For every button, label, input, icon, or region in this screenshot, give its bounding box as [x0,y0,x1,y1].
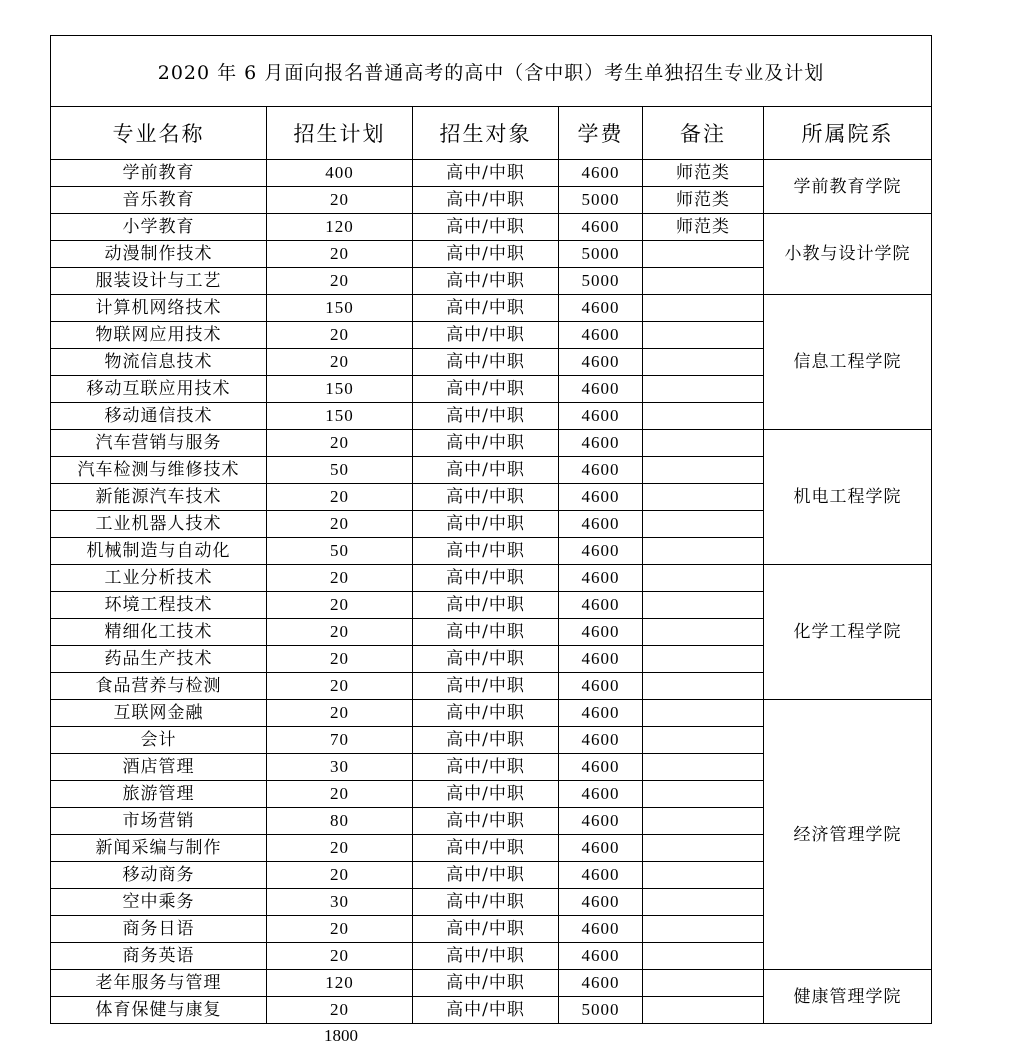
plan-cell: 20 [267,646,413,673]
target-cell: 高中/中职 [413,295,559,322]
target-cell: 高中/中职 [413,808,559,835]
fee-cell: 4600 [559,457,643,484]
major-cell: 机械制造与自动化 [51,538,267,565]
major-cell: 小学教育 [51,214,267,241]
fee-cell: 5000 [559,187,643,214]
target-cell: 高中/中职 [413,889,559,916]
major-cell: 酒店管理 [51,754,267,781]
target-cell: 高中/中职 [413,754,559,781]
major-cell: 食品营养与检测 [51,673,267,700]
title-row [51,36,932,107]
major-cell: 服装设计与工艺 [51,268,267,295]
fee-cell: 4600 [559,916,643,943]
target-cell: 高中/中职 [413,160,559,187]
major-cell: 移动商务 [51,862,267,889]
target-cell: 高中/中职 [413,862,559,889]
plan-cell: 20 [267,430,413,457]
major-cell: 旅游管理 [51,781,267,808]
fee-cell: 4600 [559,673,643,700]
fee-cell: 4600 [559,160,643,187]
header-plan: 招生计划 [267,107,413,160]
plan-cell: 20 [267,241,413,268]
note-cell [643,268,764,295]
target-cell: 高中/中职 [413,727,559,754]
plan-cell: 20 [267,322,413,349]
major-cell: 移动通信技术 [51,403,267,430]
note-cell [643,781,764,808]
table-row [51,430,932,457]
target-cell: 高中/中职 [413,511,559,538]
header-row [51,107,932,160]
note-cell [643,727,764,754]
note-cell [643,862,764,889]
plan-cell: 20 [267,592,413,619]
admission-plan-table [50,35,932,1024]
department-cell: 小教与设计学院 [764,214,932,295]
header-note: 备注 [643,107,764,160]
major-cell: 新闻采编与制作 [51,835,267,862]
fee-cell: 5000 [559,268,643,295]
target-cell: 高中/中职 [413,241,559,268]
plan-cell: 20 [267,700,413,727]
note-cell: 师范类 [643,214,764,241]
target-cell: 高中/中职 [413,646,559,673]
target-cell: 高中/中职 [413,781,559,808]
note-cell [643,565,764,592]
fee-cell: 4600 [559,619,643,646]
fee-cell: 4600 [559,592,643,619]
fee-cell: 4600 [559,430,643,457]
fee-cell: 4600 [559,349,643,376]
major-cell: 市场营销 [51,808,267,835]
fee-cell: 4600 [559,781,643,808]
target-cell: 高中/中职 [413,484,559,511]
plan-cell: 20 [267,781,413,808]
target-cell: 高中/中职 [413,268,559,295]
department-cell: 机电工程学院 [764,430,932,565]
target-cell: 高中/中职 [413,214,559,241]
plan-cell: 20 [267,484,413,511]
header-target: 招生对象 [413,107,559,160]
major-cell: 汽车营销与服务 [51,430,267,457]
plan-cell: 20 [267,997,413,1024]
major-cell: 汽车检测与维修技术 [51,457,267,484]
fee-cell: 4600 [559,943,643,970]
note-cell: 师范类 [643,160,764,187]
note-cell [643,484,764,511]
note-cell [643,403,764,430]
fee-cell: 4600 [559,511,643,538]
major-cell: 互联网金融 [51,700,267,727]
major-cell: 移动互联应用技术 [51,376,267,403]
plan-cell: 70 [267,727,413,754]
header-fee: 学费 [559,107,643,160]
note-cell [643,754,764,781]
department-cell: 健康管理学院 [764,970,932,1024]
major-cell: 工业机器人技术 [51,511,267,538]
plan-cell: 120 [267,214,413,241]
note-cell [643,457,764,484]
major-cell: 老年服务与管理 [51,970,267,997]
plan-cell: 20 [267,619,413,646]
target-cell: 高中/中职 [413,592,559,619]
plan-cell: 50 [267,457,413,484]
fee-cell: 4600 [559,727,643,754]
plan-cell: 20 [267,673,413,700]
major-cell: 物流信息技术 [51,349,267,376]
fee-cell: 4600 [559,403,643,430]
note-cell: 师范类 [643,187,764,214]
total-plan: 1800 [324,1026,358,1045]
major-cell: 学前教育 [51,160,267,187]
note-cell [643,916,764,943]
major-cell: 商务日语 [51,916,267,943]
major-cell: 动漫制作技术 [51,241,267,268]
department-cell: 学前教育学院 [764,160,932,214]
target-cell: 高中/中职 [413,457,559,484]
table-title: 2020 年 6 月面向报名普通高考的高中（含中职）考生单独招生专业及计划 [51,36,932,107]
fee-cell: 4600 [559,538,643,565]
target-cell: 高中/中职 [413,835,559,862]
plan-cell: 20 [267,916,413,943]
note-cell [643,835,764,862]
target-cell: 高中/中职 [413,970,559,997]
note-cell [643,430,764,457]
note-cell [643,673,764,700]
note-cell [643,376,764,403]
target-cell: 高中/中职 [413,403,559,430]
fee-cell: 4600 [559,295,643,322]
fee-cell: 4600 [559,322,643,349]
target-cell: 高中/中职 [413,997,559,1024]
major-cell: 精细化工技术 [51,619,267,646]
department-cell: 化学工程学院 [764,565,932,700]
table-row [51,565,932,592]
plan-cell: 20 [267,511,413,538]
table-row [51,295,932,322]
fee-cell: 4600 [559,214,643,241]
plan-cell: 30 [267,889,413,916]
plan-cell: 20 [267,187,413,214]
major-cell: 空中乘务 [51,889,267,916]
fee-cell: 5000 [559,241,643,268]
plan-cell: 80 [267,808,413,835]
major-cell: 音乐教育 [51,187,267,214]
target-cell: 高中/中职 [413,430,559,457]
plan-cell: 20 [267,349,413,376]
target-cell: 高中/中职 [413,565,559,592]
note-cell [643,970,764,997]
admission-plan-sheet [50,35,931,1024]
table-row [51,160,932,187]
note-cell [643,322,764,349]
plan-cell: 150 [267,403,413,430]
table-row [51,214,932,241]
department-cell: 信息工程学院 [764,295,932,430]
target-cell: 高中/中职 [413,376,559,403]
major-cell: 工业分析技术 [51,565,267,592]
note-cell [643,700,764,727]
major-cell: 药品生产技术 [51,646,267,673]
fee-cell: 4600 [559,835,643,862]
note-cell [643,295,764,322]
fee-cell: 4600 [559,754,643,781]
table-row [51,970,932,997]
note-cell [643,349,764,376]
fee-cell: 5000 [559,997,643,1024]
note-cell [643,646,764,673]
fee-cell: 4600 [559,565,643,592]
fee-cell: 4600 [559,970,643,997]
fee-cell: 4600 [559,862,643,889]
major-cell: 计算机网络技术 [51,295,267,322]
note-cell [643,538,764,565]
target-cell: 高中/中职 [413,538,559,565]
note-cell [643,889,764,916]
major-cell: 会计 [51,727,267,754]
target-cell: 高中/中职 [413,187,559,214]
table-row [51,700,932,727]
target-cell: 高中/中职 [413,700,559,727]
target-cell: 高中/中职 [413,619,559,646]
plan-cell: 400 [267,160,413,187]
plan-cell: 120 [267,970,413,997]
note-cell [643,808,764,835]
plan-cell: 50 [267,538,413,565]
fee-cell: 4600 [559,808,643,835]
note-cell [643,997,764,1024]
target-cell: 高中/中职 [413,322,559,349]
target-cell: 高中/中职 [413,349,559,376]
target-cell: 高中/中职 [413,916,559,943]
target-cell: 高中/中职 [413,673,559,700]
fee-cell: 4600 [559,646,643,673]
note-cell [643,511,764,538]
plan-cell: 150 [267,376,413,403]
plan-cell: 20 [267,862,413,889]
major-cell: 体育保健与康复 [51,997,267,1024]
major-cell: 新能源汽车技术 [51,484,267,511]
major-cell: 物联网应用技术 [51,322,267,349]
note-cell [643,943,764,970]
plan-cell: 20 [267,565,413,592]
note-cell [643,592,764,619]
target-cell: 高中/中职 [413,943,559,970]
department-cell: 经济管理学院 [764,700,932,970]
plan-cell: 20 [267,943,413,970]
major-cell: 环境工程技术 [51,592,267,619]
fee-cell: 4600 [559,376,643,403]
major-cell: 商务英语 [51,943,267,970]
note-cell [643,241,764,268]
plan-cell: 20 [267,268,413,295]
note-cell [643,619,764,646]
plan-cell: 150 [267,295,413,322]
plan-cell: 30 [267,754,413,781]
plan-cell: 20 [267,835,413,862]
fee-cell: 4600 [559,484,643,511]
fee-cell: 4600 [559,700,643,727]
header-department: 所属院系 [764,107,932,160]
fee-cell: 4600 [559,889,643,916]
header-major: 专业名称 [51,107,267,160]
